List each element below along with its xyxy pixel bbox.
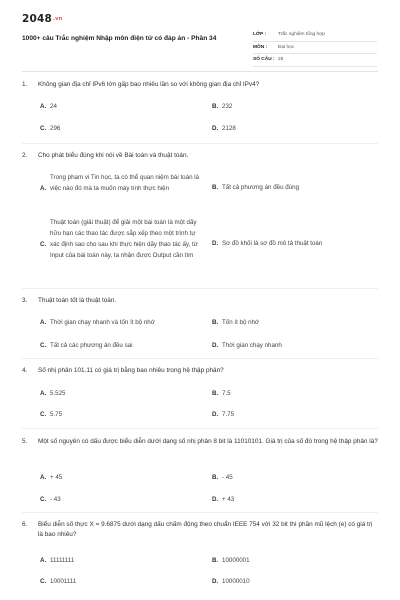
question-stem [22, 80, 378, 90]
option-label: C. [40, 411, 47, 418]
question-number: 6. [22, 521, 28, 528]
question-number: 5. [22, 438, 28, 445]
option-text: 232 [222, 103, 233, 110]
document-title: 1000+ câu Trắc nghiệm Nhập môn điện tử có đáp án - Phần 34 [22, 35, 217, 42]
option-text: Tất cả các phương án đều sai [50, 342, 133, 349]
option-text: - 45 [222, 474, 233, 481]
info-key: SỐ CÂU : [253, 57, 275, 62]
option-text: 7.5 [222, 390, 231, 397]
option-label: B. [212, 557, 219, 564]
option-label: D. [212, 342, 219, 349]
option-d[interactable] [212, 239, 378, 249]
option-text: 10001111 [50, 578, 77, 585]
question-text: Biểu diễn số thực X = 9.6875 dưới dạng dấu chấm động theo chuẩn IEEE 754 với 32 bit thì phần mũ lệch (e) có giá trị là bao nhiêu? [38, 521, 373, 538]
option-label: C. [40, 125, 47, 132]
question-stem [22, 366, 378, 376]
option-c[interactable] [40, 577, 200, 587]
page-header [22, 13, 378, 68]
option-label: D. [212, 496, 219, 503]
option-a[interactable] [40, 172, 202, 194]
question-text: Không gian địa chỉ IPv6 lớn gấp bao nhiêu lần so với không gian địa chỉ IPv4? [38, 81, 260, 88]
question-stem [22, 151, 378, 161]
option-a[interactable] [40, 473, 200, 483]
question-divider [22, 288, 378, 289]
option-text: 7.75 [222, 411, 235, 418]
option-label: A. [40, 319, 47, 326]
option-text: Thời gian chạy nhanh và tốn ít bộ nhớ [50, 319, 155, 326]
option-c[interactable] [40, 217, 202, 261]
question-stem [22, 520, 378, 540]
question-stem [22, 437, 378, 447]
option-label: B. [212, 474, 219, 481]
info-row-class [253, 29, 377, 42]
option-text: 5.525 [50, 390, 66, 397]
option-text: Trong phạm vi Tin học, ta có thể quan niệm bài toán là việc nào đó mà ta muốn máy tính thực hiện [50, 174, 200, 192]
option-d[interactable] [212, 410, 378, 420]
question-number: 4. [22, 367, 28, 374]
option-text: Tốn ít bộ nhớ [222, 319, 260, 326]
option-text: Tất cả phương án đều đúng [222, 184, 300, 191]
option-text: 10000001 [222, 557, 250, 564]
info-key: LỚP : [253, 32, 267, 37]
info-value: Trắc nghiệm tổng hợp [278, 32, 325, 37]
option-text: 2128 [222, 125, 236, 132]
option-label: A. [40, 474, 47, 481]
option-d[interactable] [212, 341, 378, 351]
question-3 [22, 296, 378, 349]
question-text: Cho phát biểu đúng khi nói về Bài toán và thuật toán. [38, 152, 189, 159]
logo-text: 2048 [22, 13, 53, 25]
option-d[interactable] [212, 495, 378, 505]
option-a[interactable] [40, 389, 200, 399]
option-text: - 43 [50, 496, 61, 503]
option-b[interactable] [212, 473, 378, 483]
option-b[interactable] [212, 389, 378, 399]
info-row-count [253, 54, 377, 67]
question-text: Thuật toán tốt là thuật toán. [38, 297, 117, 304]
question-text: Một số nguyên có dấu được biểu diễn dưới dạng số nhị phân 8 bit là 11010101. Giá trị của số đó trong hệ thập phân là? [38, 438, 378, 445]
option-label: C. [40, 578, 47, 585]
option-label: B. [212, 184, 219, 191]
option-d[interactable] [212, 124, 378, 134]
question-number: 3. [22, 297, 28, 304]
option-a[interactable] [40, 556, 200, 566]
option-label: C. [40, 496, 47, 503]
option-c[interactable] [40, 124, 200, 134]
option-text: Sơ đồ khối là sơ đồ mô tả thuật toán [222, 240, 323, 247]
option-label: A. [40, 390, 47, 397]
option-label: B. [212, 319, 219, 326]
question-2 [22, 151, 378, 259]
question-4 [22, 366, 378, 418]
question-number: 2. [22, 152, 28, 159]
option-text: 296 [50, 125, 61, 132]
option-text: 11111111 [50, 557, 75, 564]
option-a[interactable] [40, 318, 205, 328]
header-divider [22, 71, 378, 72]
info-key: MÔN : [253, 44, 268, 50]
info-table [253, 29, 377, 67]
question-number: 1. [22, 81, 28, 88]
question-divider [22, 512, 378, 513]
site-logo[interactable] [22, 13, 62, 25]
question-1 [22, 80, 378, 132]
question-divider [22, 428, 378, 429]
question-stem [22, 296, 378, 306]
option-text: Thời gian chạy nhanh [222, 342, 282, 349]
option-text: Thuật toán (giải thuật) để giải một bài toán là một dãy hữu hạn các thao tác được sắp xếp theo một trình tự xác định sao cho sau khi thực hiện dãy thao tác ấy, từ Input của bài toán này, ta nhận được Output cần tìm [50, 219, 198, 259]
option-b[interactable] [212, 318, 378, 328]
question-divider [22, 143, 378, 144]
option-text: + 43 [222, 496, 235, 503]
option-label: D. [212, 125, 219, 132]
option-text: 24 [50, 103, 57, 110]
option-b[interactable] [212, 183, 378, 193]
option-text: 10000010 [222, 578, 250, 585]
option-a[interactable] [40, 102, 200, 112]
option-text: + 45 [50, 474, 63, 481]
logo-suffix: .vn [53, 16, 63, 22]
option-text: 5.75 [50, 411, 63, 418]
question-divider [22, 358, 378, 359]
question-5 [22, 437, 378, 503]
option-b[interactable] [212, 102, 378, 112]
question-6 [22, 520, 378, 585]
option-label: A. [40, 103, 47, 110]
option-label: B. [212, 390, 219, 397]
option-c[interactable] [40, 495, 200, 505]
option-c[interactable] [40, 341, 205, 351]
option-label: A. [40, 557, 47, 564]
info-row-subject [253, 42, 377, 55]
option-label: C. [40, 241, 47, 248]
option-label: D. [212, 411, 219, 418]
option-b[interactable] [212, 556, 378, 566]
option-label: A. [40, 185, 47, 192]
info-value: Đại học [278, 44, 295, 50]
option-label: D. [212, 240, 219, 247]
option-label: B. [212, 103, 219, 110]
option-d[interactable] [212, 577, 378, 587]
option-label: C. [40, 342, 47, 349]
info-value: 25 [278, 57, 284, 62]
option-label: D. [212, 578, 219, 585]
question-text: Số nhị phân 101.11 có giá trị bằng bao nhiêu trong hệ thập phân? [38, 367, 224, 374]
option-c[interactable] [40, 410, 200, 420]
